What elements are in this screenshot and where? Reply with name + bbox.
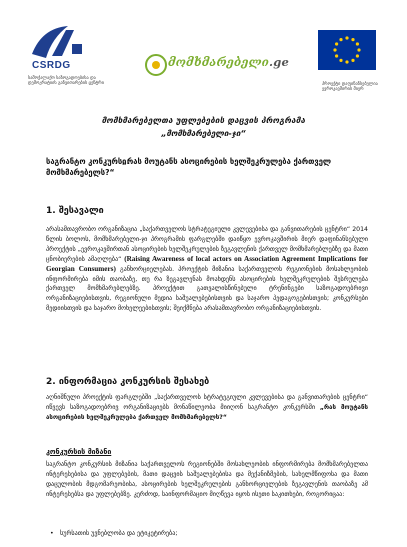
- csrdg-logo: [28, 24, 92, 62]
- consumer-logo-text: [168, 55, 289, 69]
- goal-heading: კონკურსის მიზანი: [46, 448, 112, 456]
- info-text: აღნიშნული პროექტის ფარგლებში „საქართველოს სტრატეგიული კვლევებისა და განვითარების ცენტრი“ იწვევს საზოგადოებრივ ორგანიზაციებს მონაწილეობა მიიღონ საგრანტო კონკურსში: [46, 394, 368, 411]
- eu-flag: [318, 30, 376, 70]
- grant-competition-title: „რას მოუტანს ასოცირების ხელშეკრულება ქართველ: [122, 157, 332, 166]
- csrdg-subtitle: სამოქალაქო საზოგადოებისა და დემოკრატიის განვითარების ცენტრი: [28, 76, 104, 87]
- section-body-info: [46, 393, 368, 423]
- intro-english-title: (Raising Awareness of local actors on Association Agreement Implications for Georgian Consumers): [46, 254, 369, 273]
- info-competition-name: „რას მოუტანს ასოცირების ხელშეკრულება ქართველ მომხმარებელს?“: [46, 403, 368, 421]
- consumer-logo-word: მომხმარებელი: [168, 55, 270, 69]
- eu-stars-icon: [318, 30, 376, 70]
- grant-competition-label: საგრანტო კონკურსი:: [46, 157, 130, 166]
- intro-text-tail: განხორციელებას. პროექტის მიზანია საქართველოს რეგიონების მოსახლეობის ინფორმირება იმის თაობაზე, თუ რა ზეგავლენას მოახდენს ასოცირების ხელშეკრულების შესრულება ქართველ მომხმარებლებზე. პროექტით გათვალისწინებული ტრენინგები საზოგადოებრივი ორგანიზაციებისთვის, რეგიონული მედია საშუალებებისთვის და საჯარო პედაგოგებისთვის; კონკურსები მედიისთვის და საჯარო მოხელეებისთვის; შეიქმნება არასამთავრობო ორგანიზაციებისთვის.: [46, 265, 368, 313]
- grant-competition-title-cont: მომხმარებელს?“: [46, 168, 115, 177]
- goal-body: საგრანტო კონკურსის მიზანია საქართველოს რეგიონებში მოსახლეობის ინფორმირება მომხმარებელთა ინტერესებისა და უფლებების, მათი დაცვის საშუალებებისა და მექანიზმების, სახელმწიფოსა და მათი დაცულობის მდგომარეობისა, ასოცირების ხელშეკრულების განხორციელების ზეგავლენის თაობაზე ამ ინტერესებსა და უფლებებზე. კერძოდ, საინფორმაციო მიღწევა იყოს ისეთი საკითხები, როგორიცაა:: [46, 461, 368, 498]
- consumer-logo-domain: .ge: [269, 55, 289, 69]
- csrdg-emblem-icon: [28, 24, 92, 62]
- program-name: „მომხმარებელი-ჯი“: [161, 129, 246, 138]
- letterhead: [0, 0, 407, 112]
- program-title: მომხმარებელთა უფლებების დაცვის პროგრამა: [101, 116, 306, 125]
- intro-text: არასამთავრობო ორგანიზაცია „საქართველოს სტრატეგიული კვლევებისა და განვითარების ცენტრი“ 2014 წლის ბოლოს, მომხმარებელი-ჯი პროგრამის ფარგლებში დაიწყო ევროკავშირის მიერ დაფინანსებული პროექტის „ევროკავშირთან ასოცირების ხელშეკრულების ზეგავლენის ქართველ მომხმარებლებზე და მათი ცნობიერების ამაღლება“: [46, 226, 368, 263]
- goal-bullet-item: • სურსათის უვნებლობა და ეტიკეტირება;: [60, 530, 177, 537]
- section-body-intro: [46, 225, 368, 314]
- eu-subtitle: პროექტი დაფინანსებულია ევროკავშირის მიერ: [322, 82, 378, 93]
- section-heading-intro: 1. შესავალი: [46, 206, 104, 216]
- section-heading-info: 2. ინფორმაცია კონკურსის შესახებ: [46, 377, 210, 387]
- csrdg-abbr: CSRDG: [32, 60, 71, 71]
